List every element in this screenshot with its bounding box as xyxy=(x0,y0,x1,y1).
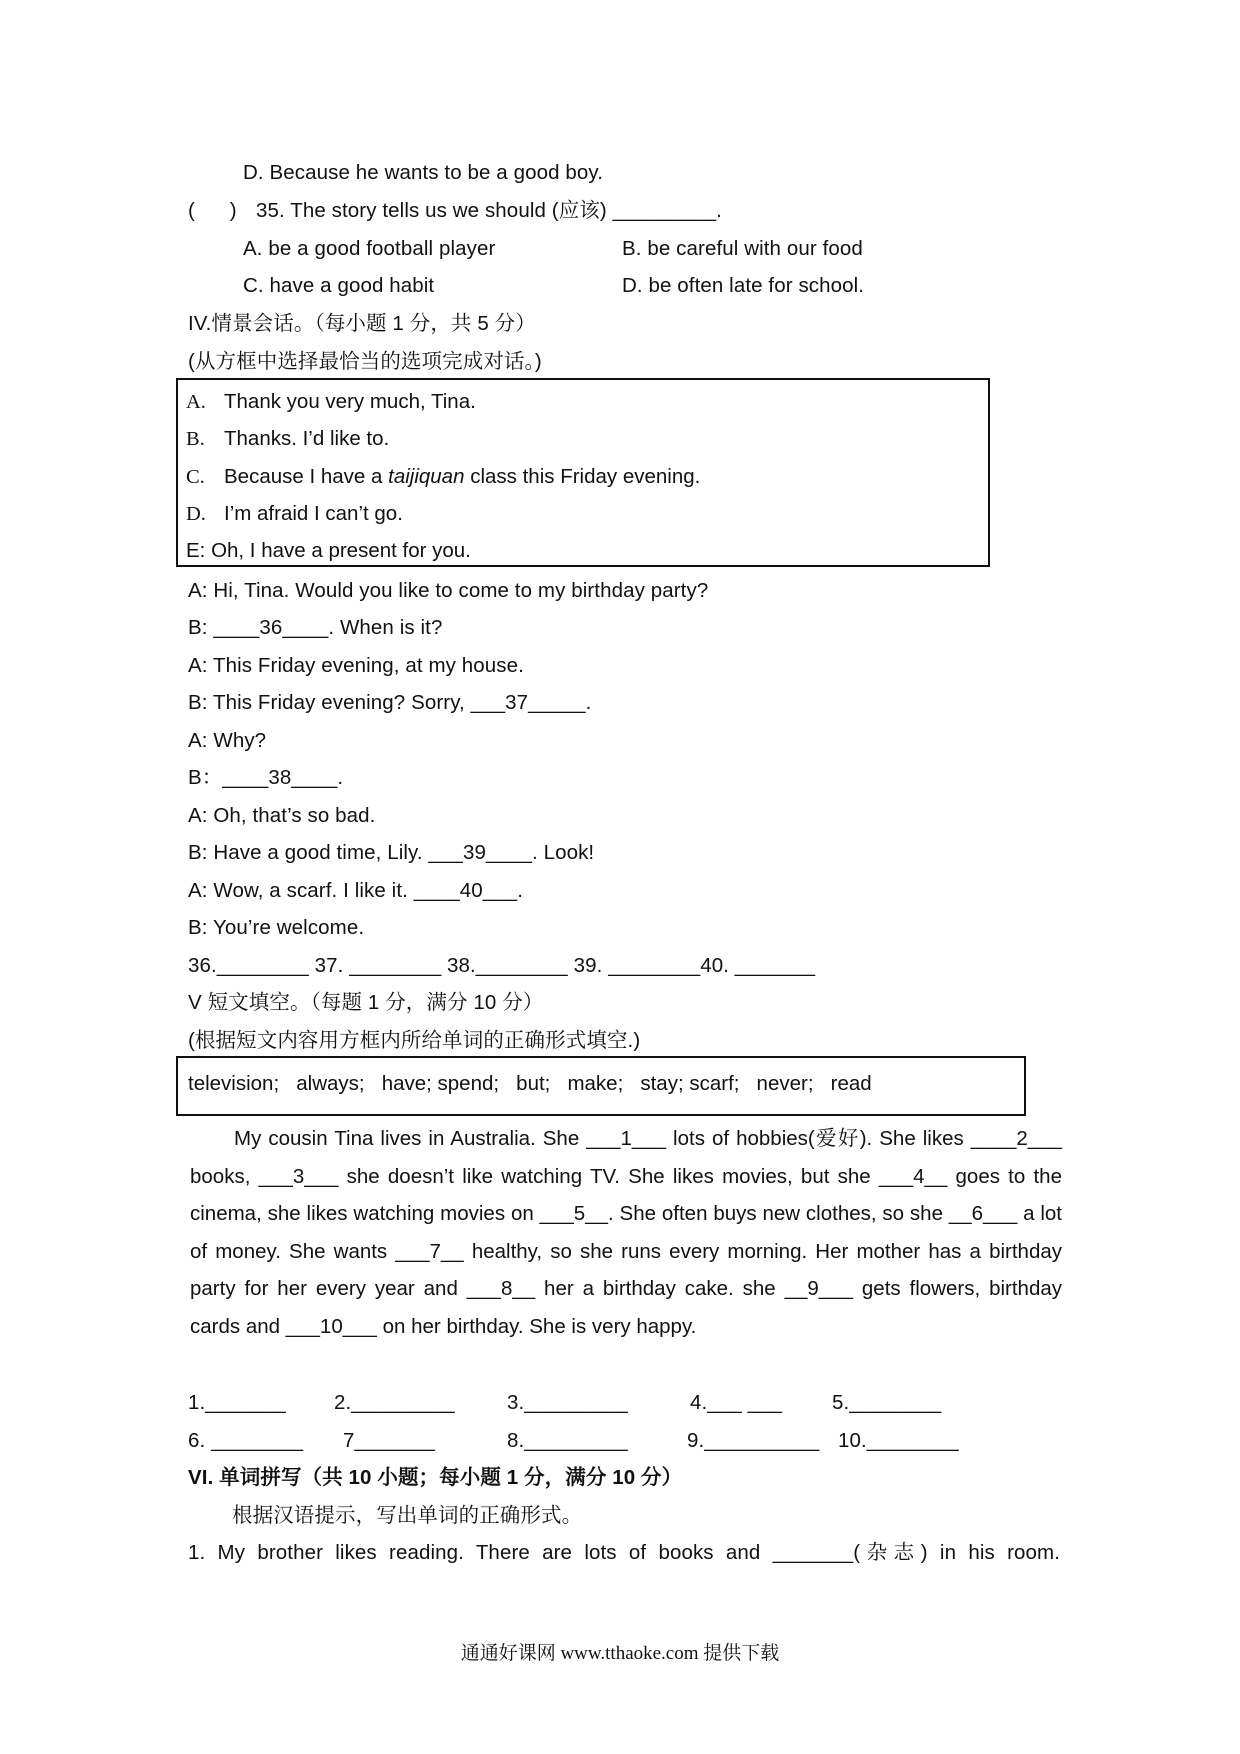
section4-title: IV.情景会话。（每小题 1 分，共 5 分） xyxy=(188,312,536,335)
box-option-e: E: Oh, I have a present for you. xyxy=(186,539,471,562)
section6-title: VI. 单词拼写（共 10 小题；每小题 1 分，满分 10 分） xyxy=(188,1466,683,1489)
page-footer: 通通好课网 www.tthaoke.com 提供下载 xyxy=(460,1643,780,1664)
section6-instruction: 根据汉语提示，写出单词的正确形式。 xyxy=(232,1504,583,1527)
option-text-italic: taijiquan xyxy=(388,465,465,488)
section4-instruction: (从方框中选择最恰当的选项完成对话。) xyxy=(188,350,542,373)
answer-blank-9: 9.__________ xyxy=(687,1429,820,1452)
option-letter: B. xyxy=(186,428,205,450)
option-letter: A. xyxy=(186,391,206,413)
q35-option-c: C. have a good habit xyxy=(243,274,435,297)
section5-instruction: (根据短文内容用方框内所给单词的正确形式填空.) xyxy=(188,1029,641,1052)
dialogue-line: A: This Friday evening, at my house. xyxy=(188,654,524,677)
q35-option-b: B. be careful with our food xyxy=(622,237,863,260)
answer-blank-7: 7_______ xyxy=(343,1429,436,1452)
dialogue-line: B: This Friday evening? Sorry, ___37_____. xyxy=(188,691,592,714)
answer-blank-5: 5.________ xyxy=(832,1391,942,1414)
answer-blank-10: 10.________ xyxy=(838,1429,959,1452)
q35-option-a: A. be a good football player xyxy=(243,237,496,260)
word-bank-box xyxy=(176,1056,1026,1116)
section4-answer-line: 36.________ 37. ________ 38.________ 39. ________40. _______ xyxy=(188,954,816,977)
answer-blank-6: 6. ________ xyxy=(188,1429,304,1452)
q35-stem: 35. The story tells us we should (应该) _________. xyxy=(256,199,722,222)
dialogue-line: B: ____36____. When is it? xyxy=(188,616,443,639)
option-letter: D. xyxy=(186,503,206,525)
q35-answer-bracket: ( ) xyxy=(188,199,237,222)
box-option-b xyxy=(186,425,389,453)
option-letter: C. xyxy=(186,466,205,488)
q35-option-d: D. be often late for school. xyxy=(622,274,865,297)
option-text: Thank you very much, Tina. xyxy=(224,390,476,413)
dialogue-line: A: Hi, Tina. Would you like to come to my birthday party? xyxy=(188,579,709,602)
cloze-passage: My cousin Tina lives in Australia. She ___1___ lots of hobbies(爱好). She likes ____2___ books, ___3___ she doesn’t like watching TV. She likes movies, but she ___4__ goes to the cinema, she likes watching movies on ___5__. She often buys new clothes, so she __6___ a lot of money. She wants ___7__ healthy, so she runs every morning. Her mother has a birthday party for her every year and ___8__ her a birthday cake. she __9___ gets flowers, birthday cards and ___10___ on her birthday. She is very happy. xyxy=(190,1127,1062,1338)
word-bank: television; always; have; spend; but; make; stay; scarf; never; read xyxy=(188,1072,872,1095)
box-option-c xyxy=(186,463,700,491)
q34-option-d: D. Because he wants to be a good boy. xyxy=(243,161,604,184)
section4-option-box xyxy=(176,378,990,567)
option-text: Thanks. I’d like to. xyxy=(224,427,390,450)
answer-blank-1: 1._______ xyxy=(188,1391,286,1414)
answer-blank-2: 2._________ xyxy=(334,1391,455,1414)
dialogue-line: B: You’re welcome. xyxy=(188,916,365,939)
dialogue-line: A: Wow, a scarf. I like it. ____40___. xyxy=(188,879,524,902)
option-text-pre: Because I have a xyxy=(224,465,389,488)
option-text: I’m afraid I can’t go. xyxy=(224,502,403,525)
dialogue-line: B: Have a good time, Lily. ___39____. Look! xyxy=(188,841,595,864)
answer-blank-4: 4.___ ___ xyxy=(690,1391,783,1414)
answer-blank-8: 8._________ xyxy=(507,1429,628,1452)
box-option-d xyxy=(186,500,403,528)
dialogue-line: B：____38____. xyxy=(188,766,344,789)
dialogue-line: A: Why? xyxy=(188,729,267,752)
box-option-a xyxy=(186,388,476,416)
section6-question-1: 1. My brother likes reading. There are lots of books and _______(杂志) in his room. xyxy=(188,1541,1060,1564)
answer-blank-3: 3._________ xyxy=(507,1391,628,1414)
dialogue-line: A: Oh, that’s so bad. xyxy=(188,804,376,827)
option-text-post: class this Friday evening. xyxy=(464,465,701,488)
section5-title: V 短文填空。（每题 1 分，满分 10 分） xyxy=(188,991,544,1014)
